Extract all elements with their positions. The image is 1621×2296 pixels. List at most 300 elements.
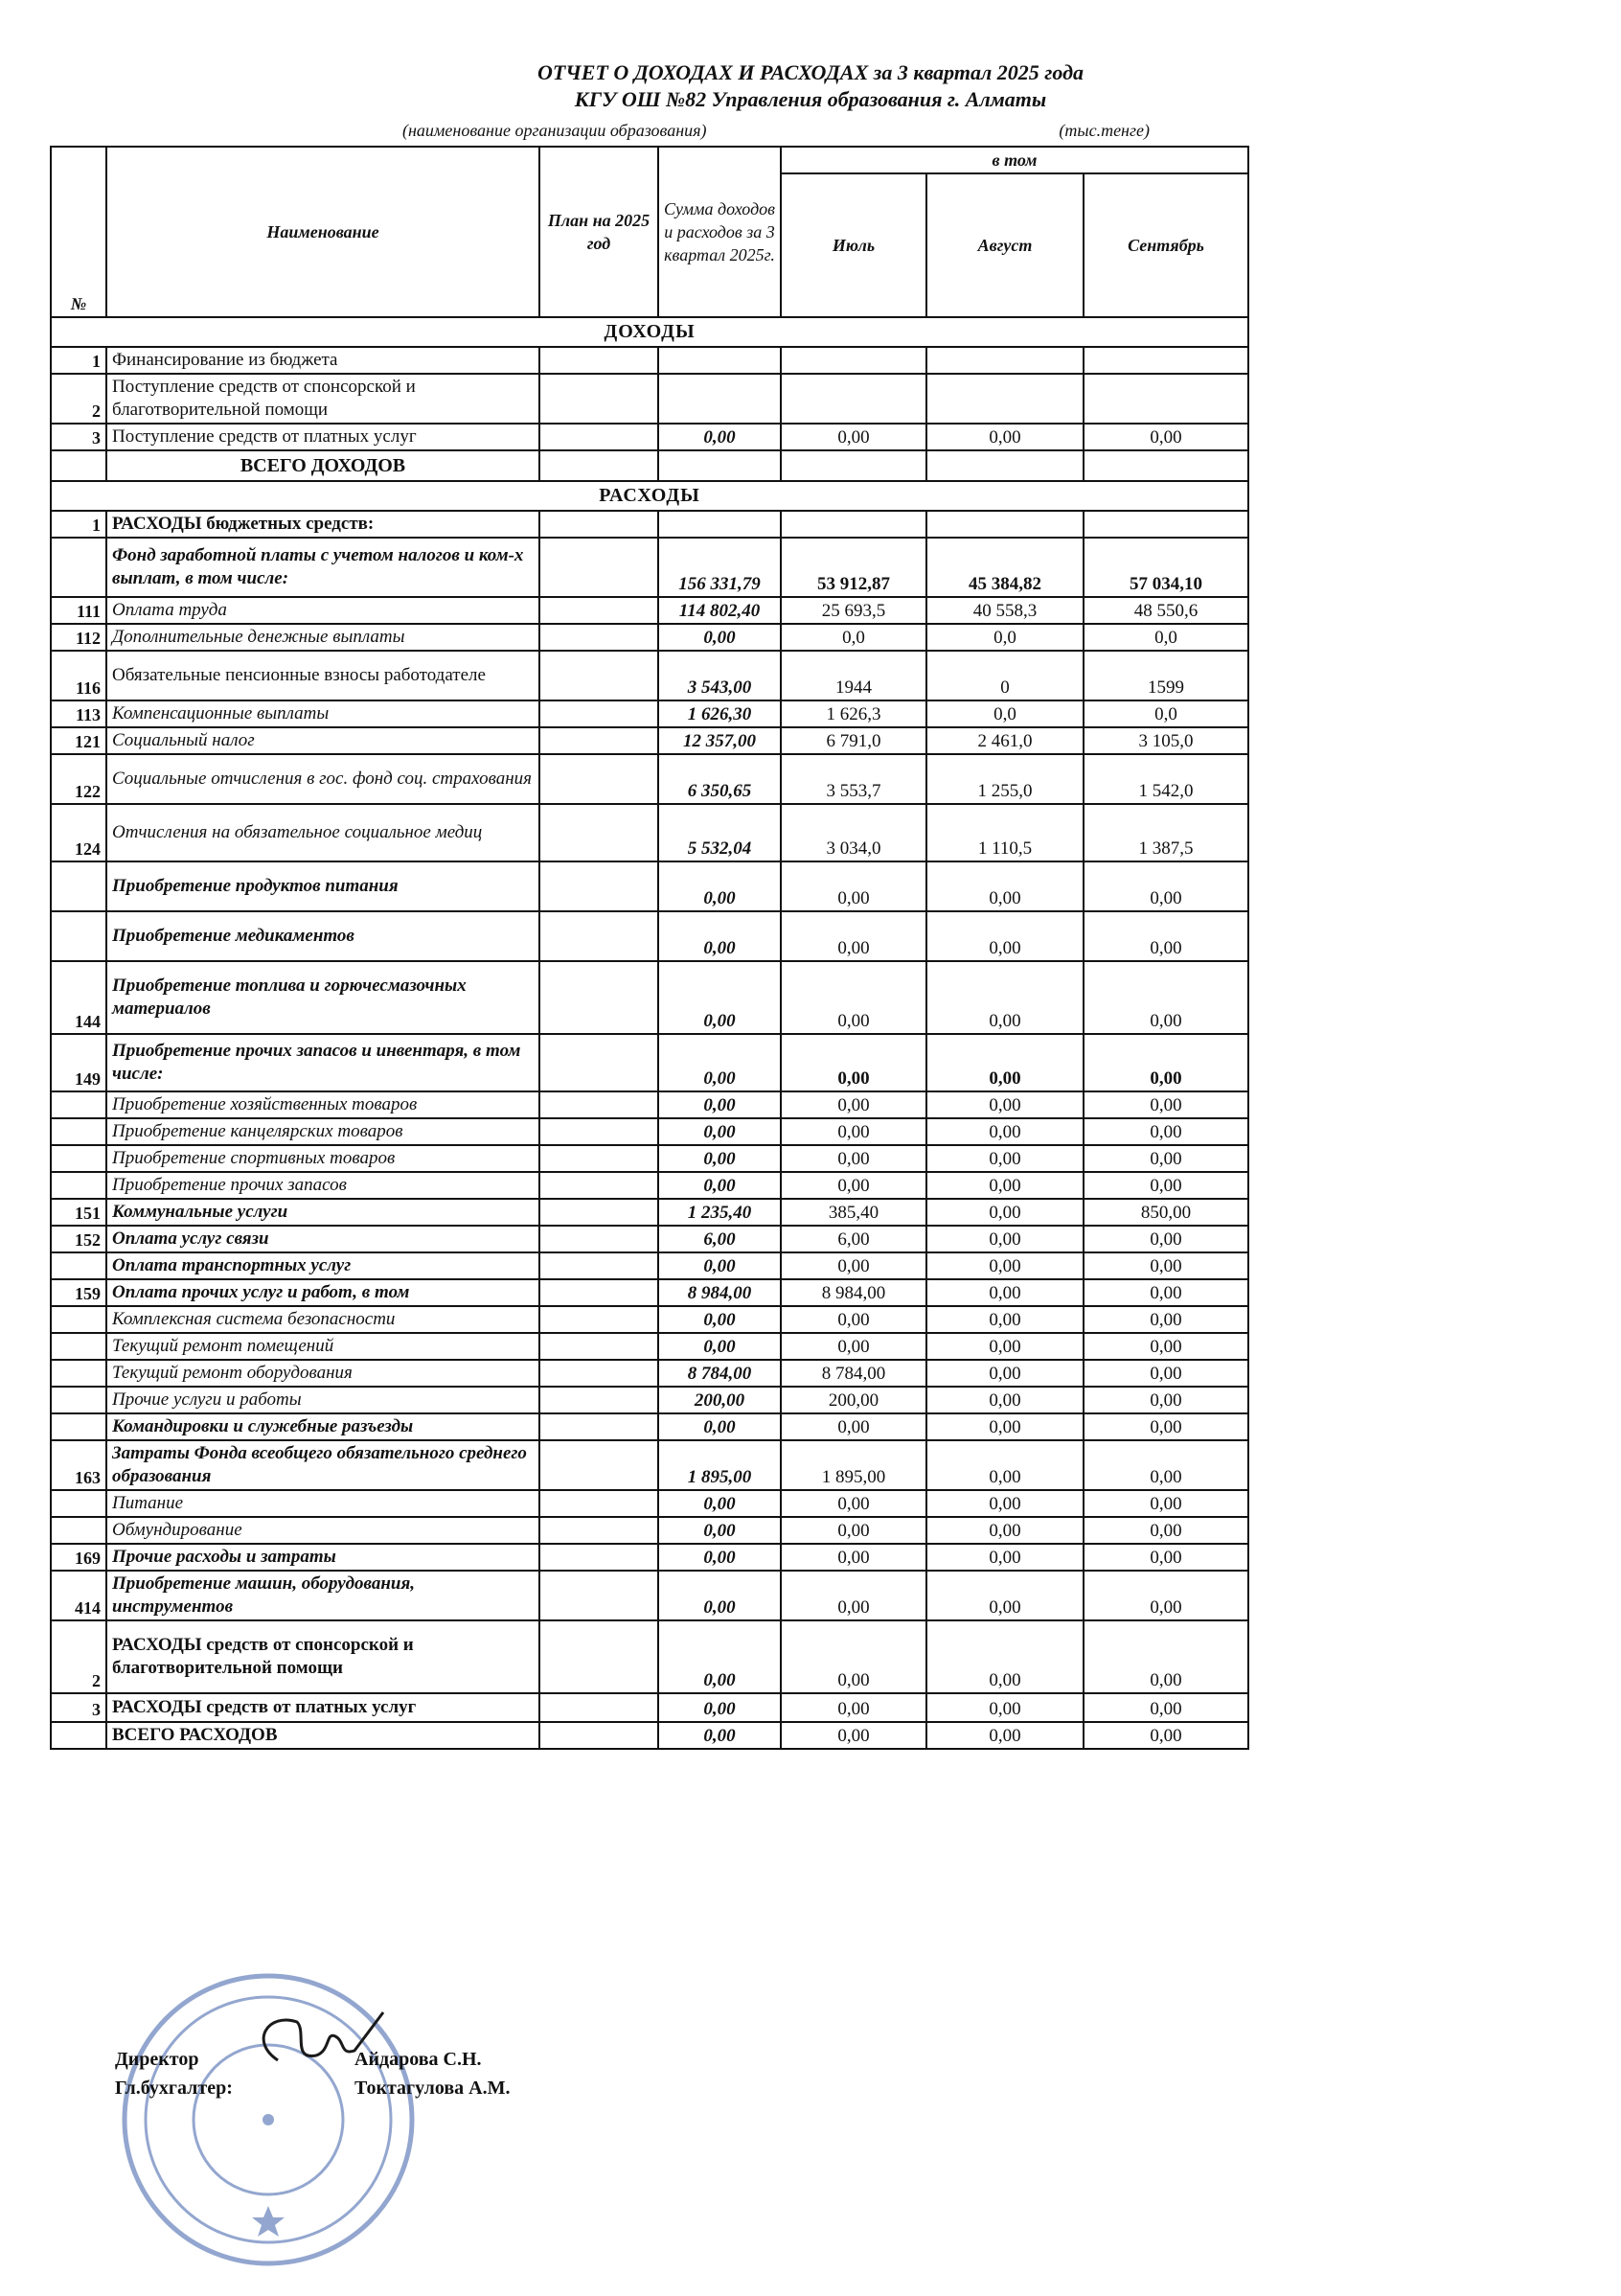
july-cell — [781, 347, 926, 374]
september-cell: 0,00 — [1084, 1172, 1248, 1199]
sum-cell: 0,00 — [658, 624, 781, 651]
expense_rows-row — [51, 1118, 1248, 1145]
row-name: ВСЕГО РАСХОДОВ — [106, 1722, 539, 1749]
row-number — [51, 450, 106, 481]
income-total-row — [51, 450, 1248, 481]
row-number: 1 — [51, 347, 106, 374]
plan-cell — [539, 1333, 658, 1360]
august-cell: 0,00 — [926, 1172, 1084, 1199]
expense_rows-row — [51, 961, 1248, 1034]
september-cell: 0,00 — [1084, 1693, 1248, 1722]
expense_rows-row — [51, 1306, 1248, 1333]
plan-cell — [539, 1118, 658, 1145]
sum-cell: 0,00 — [658, 861, 781, 911]
income-section-title: ДОХОДЫ — [51, 317, 1248, 347]
july-cell: 0,00 — [781, 1517, 926, 1544]
august-cell — [926, 347, 1084, 374]
plan-cell — [539, 597, 658, 624]
july-cell: 53 912,87 — [781, 538, 926, 597]
july-cell: 0,00 — [781, 1118, 926, 1145]
september-cell: 0,00 — [1084, 1544, 1248, 1571]
august-cell: 0,00 — [926, 1490, 1084, 1517]
row-number: 116 — [51, 651, 106, 700]
row-number: 112 — [51, 624, 106, 651]
expense_rows-row — [51, 861, 1248, 911]
august-cell: 0,00 — [926, 424, 1084, 450]
plan-cell — [539, 1440, 658, 1490]
row-name: Обмундирование — [106, 1517, 539, 1544]
row-number: 113 — [51, 700, 106, 727]
september-cell: 0,00 — [1084, 1333, 1248, 1360]
plan-cell — [539, 861, 658, 911]
expense_rows-row — [51, 1172, 1248, 1199]
sum-cell: 3 543,00 — [658, 651, 781, 700]
september-cell: 0,00 — [1084, 1722, 1248, 1749]
row-name: Приобретение канцелярских товаров — [106, 1118, 539, 1145]
sum-cell: 8 784,00 — [658, 1360, 781, 1387]
row-name: РАСХОДЫ бюджетных средств: — [106, 511, 539, 538]
row-name: Прочие услуги и работы — [106, 1387, 539, 1413]
september-cell: 850,00 — [1084, 1199, 1248, 1226]
expense_rows-row — [51, 700, 1248, 727]
plan-cell — [539, 1517, 658, 1544]
july-cell: 25 693,5 — [781, 597, 926, 624]
col-august-header: Август — [926, 173, 1084, 317]
september-cell: 0,00 — [1084, 1279, 1248, 1306]
august-cell: 0,00 — [926, 911, 1084, 961]
august-cell: 0,00 — [926, 1306, 1084, 1333]
expense_rows-row — [51, 1199, 1248, 1226]
july-cell: 8 784,00 — [781, 1360, 926, 1387]
plan-cell — [539, 1226, 658, 1252]
sum-cell — [658, 450, 781, 481]
sum-cell: 1 235,40 — [658, 1199, 781, 1226]
expense_rows-row — [51, 1387, 1248, 1413]
august-cell: 0,00 — [926, 1693, 1084, 1722]
july-cell: 6 791,0 — [781, 727, 926, 754]
july-cell: 0,00 — [781, 1091, 926, 1118]
expense_rows-row — [51, 1279, 1248, 1306]
expense_rows-row — [51, 1252, 1248, 1279]
sum-cell: 12 357,00 — [658, 727, 781, 754]
july-cell: 0,00 — [781, 861, 926, 911]
september-cell: 0,00 — [1084, 1571, 1248, 1620]
row-number: 111 — [51, 597, 106, 624]
row-name: Социальные отчисления в гос. фонд соц. страхования — [106, 754, 539, 804]
july-cell: 0,00 — [781, 1172, 926, 1199]
august-cell: 0,00 — [926, 1620, 1084, 1693]
july-cell: 0,00 — [781, 1306, 926, 1333]
sum-cell: 0,00 — [658, 1118, 781, 1145]
august-cell: 45 384,82 — [926, 538, 1084, 597]
row-number: 122 — [51, 754, 106, 804]
september-cell: 0,00 — [1084, 1440, 1248, 1490]
organization-title: КГУ ОШ №82 Управления образования г. Алматы — [574, 87, 1047, 111]
row-name: Приобретение продуктов питания — [106, 861, 539, 911]
sum-cell: 0,00 — [658, 1306, 781, 1333]
row-name: Затраты Фонда всеобщего обязательного среднего образования — [106, 1440, 539, 1490]
row-number — [51, 538, 106, 597]
expense_rows-row — [51, 1544, 1248, 1571]
signatures-block — [115, 2045, 556, 2102]
income-total-label: ВСЕГО ДОХОДОВ — [106, 450, 539, 481]
report-title: ОТЧЕТ О ДОХОДАХ И РАСХОДАХ за 3 квартал 2025 года — [537, 60, 1084, 84]
august-cell: 0,0 — [926, 624, 1084, 651]
expense_rows-row — [51, 1517, 1248, 1544]
august-cell: 0,00 — [926, 1226, 1084, 1252]
september-cell: 0,00 — [1084, 1145, 1248, 1172]
expense_rows-row — [51, 651, 1248, 700]
plan-cell — [539, 727, 658, 754]
july-cell: 0,00 — [781, 1034, 926, 1091]
income_rows-row — [51, 424, 1248, 450]
sum-cell: 0,00 — [658, 1091, 781, 1118]
july-cell: 0,00 — [781, 1620, 926, 1693]
row-number: 149 — [51, 1034, 106, 1091]
july-cell: 0,00 — [781, 961, 926, 1034]
august-cell: 0,00 — [926, 1544, 1084, 1571]
august-cell: 0,00 — [926, 1145, 1084, 1172]
row-number — [51, 1517, 106, 1544]
expense_rows-row — [51, 1413, 1248, 1440]
august-cell: 1 110,5 — [926, 804, 1084, 861]
report-body — [51, 317, 1248, 1749]
august-cell: 0,00 — [926, 1252, 1084, 1279]
row-name: Коммунальные услуги — [106, 1199, 539, 1226]
row-name: Поступление средств от спонсорской и благотворительной помощи — [106, 374, 539, 424]
row-number — [51, 1306, 106, 1333]
expense_rows-row — [51, 911, 1248, 961]
sum-cell — [658, 511, 781, 538]
row-number: 1 — [51, 511, 106, 538]
september-cell: 0,0 — [1084, 700, 1248, 727]
august-cell: 1 255,0 — [926, 754, 1084, 804]
plan-cell — [539, 1279, 658, 1306]
sum-cell — [658, 347, 781, 374]
september-cell: 0,00 — [1084, 961, 1248, 1034]
sum-cell: 0,00 — [658, 1544, 781, 1571]
row-name: Обязательные пенсионные взносы работодателе — [106, 651, 539, 700]
sum-cell: 0,00 — [658, 1517, 781, 1544]
col-name-header: Наименование — [106, 147, 539, 317]
september-cell: 0,00 — [1084, 1034, 1248, 1091]
row-number: 124 — [51, 804, 106, 861]
august-cell — [926, 374, 1084, 424]
july-cell: 385,40 — [781, 1199, 926, 1226]
september-cell: 0,00 — [1084, 1306, 1248, 1333]
row-name: Текущий ремонт оборудования — [106, 1360, 539, 1387]
col-july-header: Июль — [781, 173, 926, 317]
accountant-role: Гл.бухгалтер: — [115, 2078, 233, 2099]
expense_rows-row — [51, 1226, 1248, 1252]
expense_rows-row — [51, 1620, 1248, 1693]
expense_rows-row — [51, 754, 1248, 804]
july-cell: 6,00 — [781, 1226, 926, 1252]
july-cell — [781, 511, 926, 538]
plan-cell — [539, 1172, 658, 1199]
september-cell: 0,00 — [1084, 1413, 1248, 1440]
expense_rows-row — [51, 597, 1248, 624]
expense-section-row — [51, 481, 1248, 511]
col-plan-header: План на 2025 год — [539, 147, 658, 317]
september-cell: 0,00 — [1084, 911, 1248, 961]
income_rows-row — [51, 347, 1248, 374]
expense_rows-row — [51, 727, 1248, 754]
expense_rows-row — [51, 538, 1248, 597]
august-cell: 0,00 — [926, 1118, 1084, 1145]
plan-cell — [539, 624, 658, 651]
july-cell: 0,00 — [781, 1333, 926, 1360]
row-name: Отчисления на обязательное социальное медиц — [106, 804, 539, 861]
september-cell — [1084, 374, 1248, 424]
row-number — [51, 1091, 106, 1118]
august-cell: 0,00 — [926, 1413, 1084, 1440]
july-cell: 0,00 — [781, 1145, 926, 1172]
september-cell: 0,00 — [1084, 1620, 1248, 1693]
expense_rows-row — [51, 1490, 1248, 1517]
sum-cell: 0,00 — [658, 1252, 781, 1279]
sum-cell: 156 331,79 — [658, 538, 781, 597]
row-number — [51, 911, 106, 961]
july-cell: 0,00 — [781, 1413, 926, 1440]
org-caption: (наименование организации образования) — [402, 121, 707, 140]
sum-cell: 0,00 — [658, 1620, 781, 1693]
september-cell: 0,00 — [1084, 1517, 1248, 1544]
row-name: Приобретение машин, оборудования, инструментов — [106, 1571, 539, 1620]
sum-cell: 5 532,04 — [658, 804, 781, 861]
september-cell: 0,00 — [1084, 1226, 1248, 1252]
august-cell: 0,00 — [926, 1517, 1084, 1544]
september-cell: 0,0 — [1084, 624, 1248, 651]
plan-cell — [539, 1306, 658, 1333]
july-cell: 0,0 — [781, 624, 926, 651]
row-number: 3 — [51, 1693, 106, 1722]
row-name: Оплата услуг связи — [106, 1226, 539, 1252]
row-number — [51, 1490, 106, 1517]
col-group-header: в том — [781, 147, 1248, 173]
plan-cell — [539, 1620, 658, 1693]
row-name: Командировки и служебные разъезды — [106, 1413, 539, 1440]
accountant-name: Токтагулова А.М. — [354, 2078, 511, 2099]
august-cell: 0,00 — [926, 1091, 1084, 1118]
plan-cell — [539, 1693, 658, 1722]
august-cell: 0,00 — [926, 1722, 1084, 1749]
row-name: Приобретение медикаментов — [106, 911, 539, 961]
plan-cell — [539, 1571, 658, 1620]
row-name: Оплата труда — [106, 597, 539, 624]
sum-cell: 1 895,00 — [658, 1440, 781, 1490]
expense_rows-row — [51, 1145, 1248, 1172]
row-name: Приобретение спортивных товаров — [106, 1145, 539, 1172]
expense-section-title: РАСХОДЫ — [51, 481, 1248, 511]
sum-cell: 0,00 — [658, 1172, 781, 1199]
july-cell: 0,00 — [781, 1252, 926, 1279]
row-name: Питание — [106, 1490, 539, 1517]
row-name: Приобретение топлива и горючесмазочных материалов — [106, 961, 539, 1034]
report-header — [0, 59, 1621, 113]
september-cell: 0,00 — [1084, 1091, 1248, 1118]
plan-cell — [539, 450, 658, 481]
row-name: Комплексная система безопасности — [106, 1306, 539, 1333]
plan-cell — [539, 424, 658, 450]
plan-cell — [539, 911, 658, 961]
september-cell: 3 105,0 — [1084, 727, 1248, 754]
september-cell: 1599 — [1084, 651, 1248, 700]
report-table — [50, 146, 1249, 1750]
row-name: Оплата транспортных услуг — [106, 1252, 539, 1279]
july-cell: 1 626,3 — [781, 700, 926, 727]
july-cell: 0,00 — [781, 1571, 926, 1620]
plan-cell — [539, 700, 658, 727]
row-number: 2 — [51, 1620, 106, 1693]
plan-cell — [539, 804, 658, 861]
august-cell: 0,00 — [926, 861, 1084, 911]
july-cell — [781, 374, 926, 424]
september-cell: 1 387,5 — [1084, 804, 1248, 861]
plan-cell — [539, 347, 658, 374]
row-number: 3 — [51, 424, 106, 450]
august-cell: 2 461,0 — [926, 727, 1084, 754]
sum-cell: 8 984,00 — [658, 1279, 781, 1306]
sum-cell: 0,00 — [658, 424, 781, 450]
row-name: Текущий ремонт помещений — [106, 1333, 539, 1360]
expense_rows-row — [51, 1440, 1248, 1490]
september-cell: 0,00 — [1084, 861, 1248, 911]
august-cell: 40 558,3 — [926, 597, 1084, 624]
col-no-header: № — [51, 147, 106, 317]
expense_rows-row — [51, 804, 1248, 861]
sum-cell: 0,00 — [658, 1571, 781, 1620]
plan-cell — [539, 1387, 658, 1413]
sum-cell: 200,00 — [658, 1387, 781, 1413]
row-number: 121 — [51, 727, 106, 754]
july-cell: 0,00 — [781, 1544, 926, 1571]
expense_rows-row — [51, 1091, 1248, 1118]
row-number — [51, 1118, 106, 1145]
row-number: 2 — [51, 374, 106, 424]
sum-cell: 0,00 — [658, 1034, 781, 1091]
row-number — [51, 1145, 106, 1172]
september-cell: 0,00 — [1084, 1252, 1248, 1279]
august-cell: 0,00 — [926, 1333, 1084, 1360]
september-cell — [1084, 347, 1248, 374]
sum-cell — [658, 374, 781, 424]
expense_rows-row — [51, 1722, 1248, 1749]
row-name: РАСХОДЫ средств от спонсорской и благотворительной помощи — [106, 1620, 539, 1693]
september-cell: 1 542,0 — [1084, 754, 1248, 804]
july-cell: 0,00 — [781, 424, 926, 450]
sum-cell: 114 802,40 — [658, 597, 781, 624]
row-number — [51, 861, 106, 911]
september-cell: 0,00 — [1084, 1118, 1248, 1145]
row-name: Приобретение хозяйственных товаров — [106, 1091, 539, 1118]
august-cell: 0,0 — [926, 700, 1084, 727]
row-name: Поступление средств от платных услуг — [106, 424, 539, 450]
col-sum-header: Сумма доходов и расходов за 3 квартал 2025г. — [658, 147, 781, 317]
sum-cell: 6,00 — [658, 1226, 781, 1252]
september-cell: 57 034,10 — [1084, 538, 1248, 597]
director-role: Директор — [115, 2049, 199, 2070]
august-cell: 0,00 — [926, 961, 1084, 1034]
header-captions — [402, 121, 1150, 144]
plan-cell — [539, 961, 658, 1034]
july-cell: 8 984,00 — [781, 1279, 926, 1306]
august-cell: 0,00 — [926, 1199, 1084, 1226]
september-cell: 0,00 — [1084, 1490, 1248, 1517]
sum-cell: 0,00 — [658, 911, 781, 961]
sum-cell: 1 626,30 — [658, 700, 781, 727]
row-name: Оплата прочих услуг и работ, в том — [106, 1279, 539, 1306]
july-cell: 3 034,0 — [781, 804, 926, 861]
plan-cell — [539, 1034, 658, 1091]
expense_rows-row — [51, 511, 1248, 538]
row-name: Прочие расходы и затраты — [106, 1544, 539, 1571]
plan-cell — [539, 1544, 658, 1571]
july-cell: 1 895,00 — [781, 1440, 926, 1490]
row-name: Фонд заработной платы с учетом налогов и ком-х выплат, в том числе: — [106, 538, 539, 597]
july-cell: 0,00 — [781, 1490, 926, 1517]
september-cell — [1084, 450, 1248, 481]
september-cell: 0,00 — [1084, 424, 1248, 450]
row-number — [51, 1722, 106, 1749]
plan-cell — [539, 511, 658, 538]
row-number — [51, 1252, 106, 1279]
income-section-row — [51, 317, 1248, 347]
plan-cell — [539, 374, 658, 424]
september-cell: 0,00 — [1084, 1387, 1248, 1413]
row-name: Финансирование из бюджета — [106, 347, 539, 374]
august-cell: 0,00 — [926, 1034, 1084, 1091]
row-name: Социальный налог — [106, 727, 539, 754]
plan-cell — [539, 1145, 658, 1172]
director-name: Айдарова С.Н. — [354, 2049, 482, 2070]
sum-cell: 0,00 — [658, 1333, 781, 1360]
plan-cell — [539, 538, 658, 597]
august-cell: 0 — [926, 651, 1084, 700]
director-signature-row — [115, 2045, 556, 2074]
sum-cell: 0,00 — [658, 1490, 781, 1517]
plan-cell — [539, 1199, 658, 1226]
july-cell: 1944 — [781, 651, 926, 700]
expense_rows-row — [51, 1034, 1248, 1091]
row-name: Приобретение прочих запасов — [106, 1172, 539, 1199]
plan-cell — [539, 1252, 658, 1279]
sum-cell: 6 350,65 — [658, 754, 781, 804]
july-cell — [781, 450, 926, 481]
plan-cell — [539, 1490, 658, 1517]
row-number — [51, 1360, 106, 1387]
row-number: 414 — [51, 1571, 106, 1620]
sum-cell: 0,00 — [658, 1693, 781, 1722]
col-september-header: Сентябрь — [1084, 173, 1248, 317]
expense_rows-row — [51, 1360, 1248, 1387]
plan-cell — [539, 1360, 658, 1387]
row-name: Компенсационные выплаты — [106, 700, 539, 727]
row-number: 151 — [51, 1199, 106, 1226]
row-name: Приобретение прочих запасов и инвентаря, в том числе: — [106, 1034, 539, 1091]
august-cell — [926, 450, 1084, 481]
august-cell: 0,00 — [926, 1360, 1084, 1387]
row-number — [51, 1387, 106, 1413]
row-number — [51, 1172, 106, 1199]
row-number: 169 — [51, 1544, 106, 1571]
expense_rows-row — [51, 1571, 1248, 1620]
july-cell: 0,00 — [781, 1722, 926, 1749]
august-cell: 0,00 — [926, 1571, 1084, 1620]
row-number: 159 — [51, 1279, 106, 1306]
plan-cell — [539, 651, 658, 700]
expense_rows-row — [51, 1693, 1248, 1722]
